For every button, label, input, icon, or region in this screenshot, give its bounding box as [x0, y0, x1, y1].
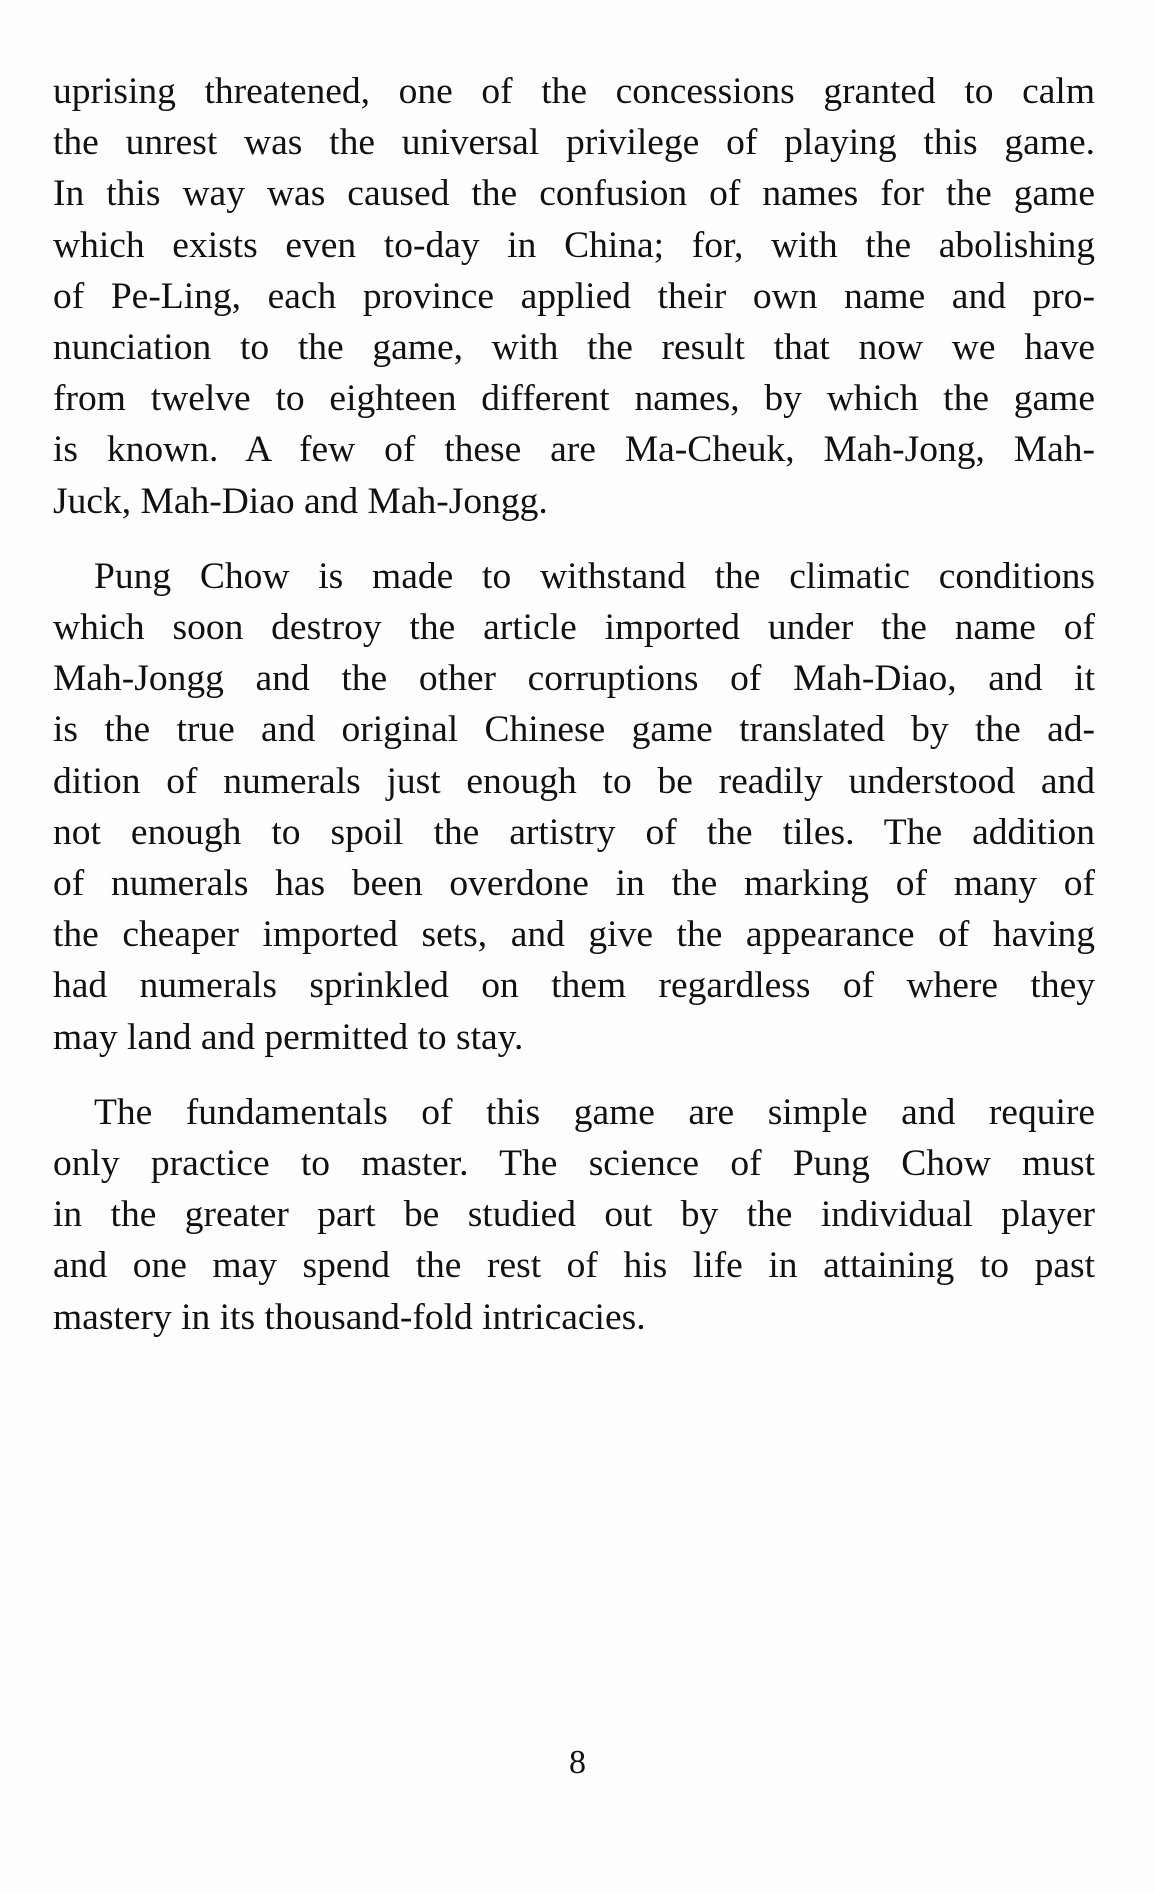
text-line: only practice to master. The science of Pung Chow must: [53, 1143, 1095, 1185]
text-line: had numerals sprinkled on them regardless of where they: [53, 965, 1095, 1007]
text-line: nunciation to the game, with the result that now we have: [53, 327, 1095, 369]
text-line: in the greater part be studied out by the individual player: [53, 1194, 1095, 1236]
paragraph-3: [53, 1087, 1095, 1343]
text-line: the cheaper imported sets, and give the appearance of having: [53, 914, 1095, 956]
paragraph-2: [53, 551, 1095, 1063]
paragraph-1: [53, 66, 1095, 527]
body-text: [53, 66, 1095, 1367]
text-line: may land and permitted to stay.: [53, 1016, 524, 1058]
text-line: the unrest was the universal privilege of playing this game.: [53, 122, 1095, 164]
text-line: mastery in its thousand-fold intricacies.: [53, 1296, 646, 1338]
text-line: from twelve to eighteen different names, by which the game: [53, 378, 1095, 420]
text-line: of Pe-Ling, each province applied their own name and pro-: [53, 275, 1095, 317]
text-line: is known. A few of these are Ma-Cheuk, Mah-Jong, Mah-: [53, 429, 1095, 471]
text-line: and one may spend the rest of his life in attaining to past: [53, 1245, 1095, 1287]
text-line: In this way was caused the confusion of names for the game: [53, 173, 1095, 215]
text-line: uprising threatened, one of the concessions granted to calm: [53, 71, 1095, 112]
text-line: Pung Chow is made to withstand the climatic conditions: [94, 555, 1095, 597]
text-line: of numerals has been overdone in the marking of many of: [53, 863, 1095, 905]
text-line: is the true and original Chinese game translated by the ad-: [53, 709, 1095, 751]
text-line: Mah-Jongg and the other corruptions of Mah-Diao, and it: [53, 658, 1095, 700]
text-line: which exists even to-day in China; for, with the abolishing: [53, 224, 1095, 266]
text-line: not enough to spoil the artistry of the tiles. The addition: [53, 811, 1095, 853]
text-line: which soon destroy the article imported under the name of: [53, 607, 1095, 649]
text-line: Juck, Mah-Diao and Mah-Jongg.: [53, 480, 548, 522]
text-line: The fundamentals of this game are simple and require: [94, 1091, 1095, 1133]
page-number: 8: [569, 1744, 586, 1781]
text-line: dition of numerals just enough to be readily understood and: [53, 760, 1095, 802]
